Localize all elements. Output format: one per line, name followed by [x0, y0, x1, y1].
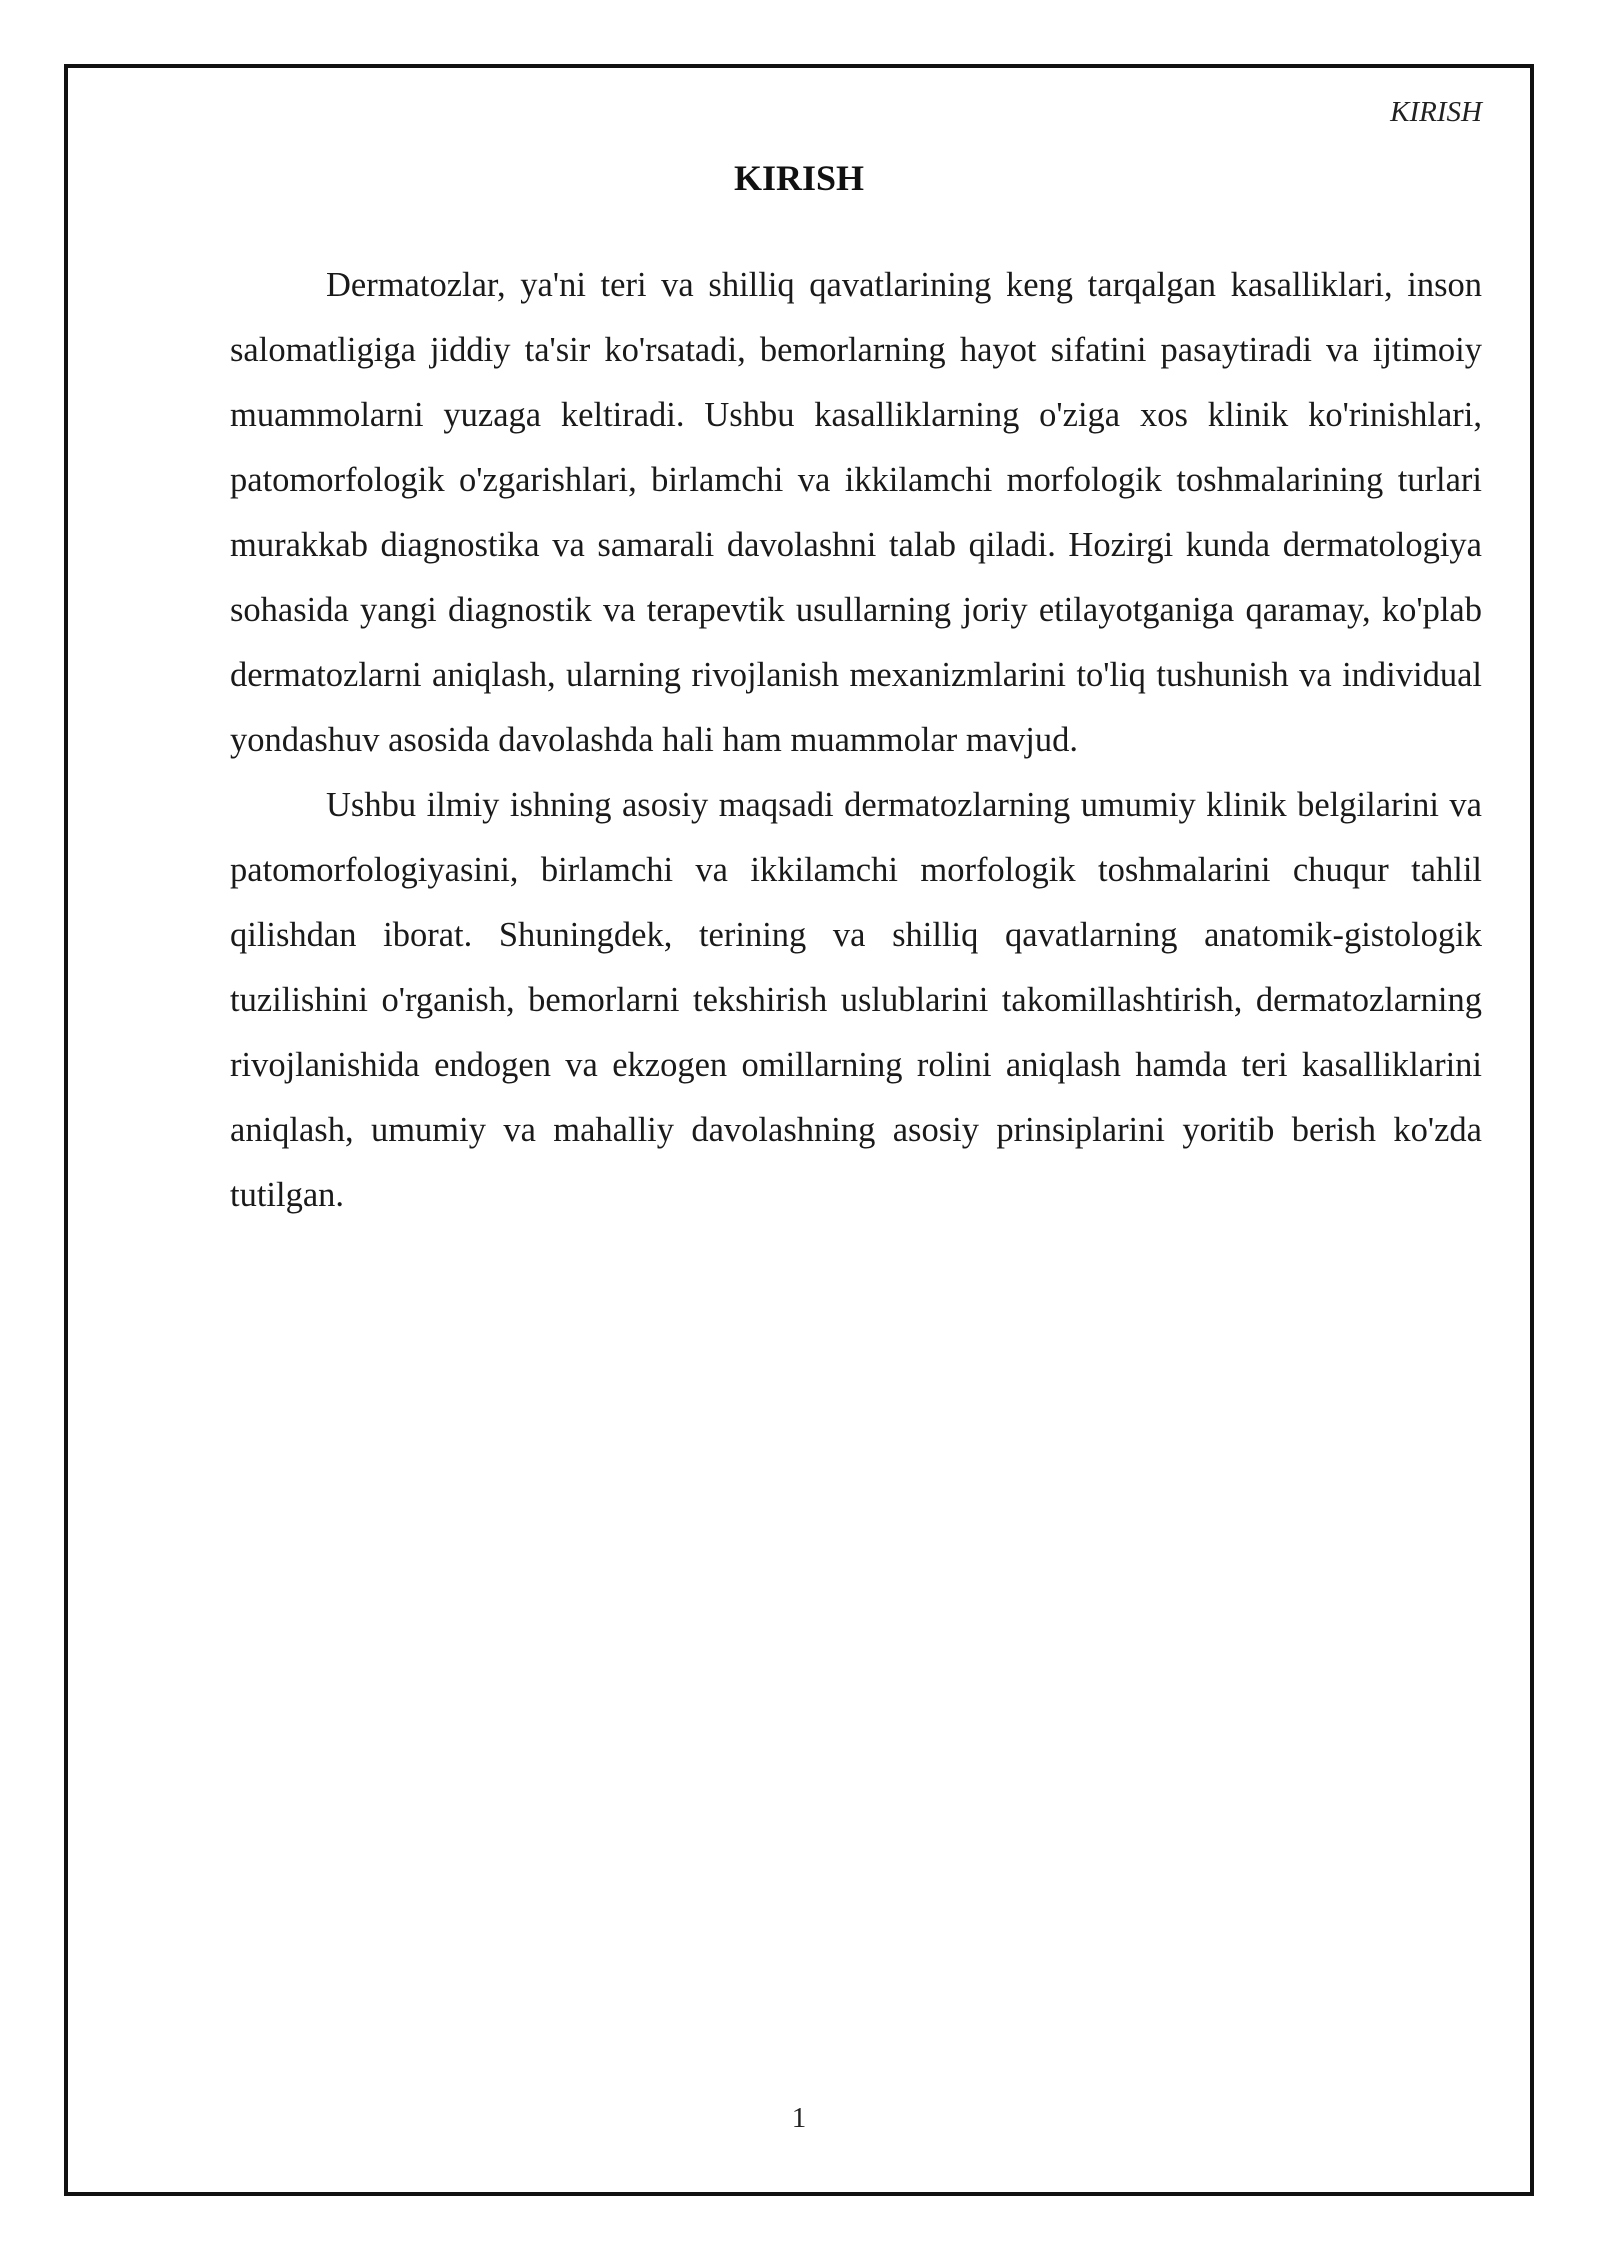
- page-frame: [64, 64, 1534, 2196]
- paragraph: Dermatozlar, ya'ni teri va shilliq qavatlarining keng tarqalgan kasalliklari, inson salomatligiga jiddiy ta'sir ko'rsatadi, bemorlarning hayot sifatini pasaytiradi va ijtimoiy muammolarni yuzaga keltiradi. Ushbu kasalliklarning o'ziga xos klinik ko'rinishlari, patomorfologik o'zgarishlari, birlamchi va ikkilamchi morfologik toshmalarining turlari murakkab diagnostika va samarali davolashni talab qiladi. Hozirgi kunda dermatologiya sohasida yangi diagnostik va terapevtik usullarning joriy etilayotganiga qaramay, ko'plab dermatozlarni aniqlash, ularning rivojlanish mexanizmlarini to'liq tushunish va individual yondashuv asosida davolashda hali ham muammolar mavjud.: [230, 266, 1482, 759]
- running-header: KIRISH: [1390, 96, 1482, 128]
- body-text: [230, 253, 1482, 1228]
- section-title: KIRISH: [733, 158, 865, 198]
- paragraph: Ushbu ilmiy ishning asosiy maqsadi dermatozlarning umumiy klinik belgilarini va patomorfologiyasini, birlamchi va ikkilamchi morfologik toshmalarini chuqur tahlil qilishdan iborat. Shuningdek, terining va shilliq qavatlarning anatomik-gistologik tuzilishini o'rganish, bemorlarni tekshirish uslublarini takomillashtirish, dermatozlarning rivojlanishida endogen va ekzogen omillarning rolini aniqlash hamda teri kasalliklarini aniqlash, umumiy va mahalliy davolashning asosiy prinsiplarini yoritib berish ko'zda tutilgan.: [230, 786, 1482, 1214]
- page-number: 1: [791, 2102, 807, 2134]
